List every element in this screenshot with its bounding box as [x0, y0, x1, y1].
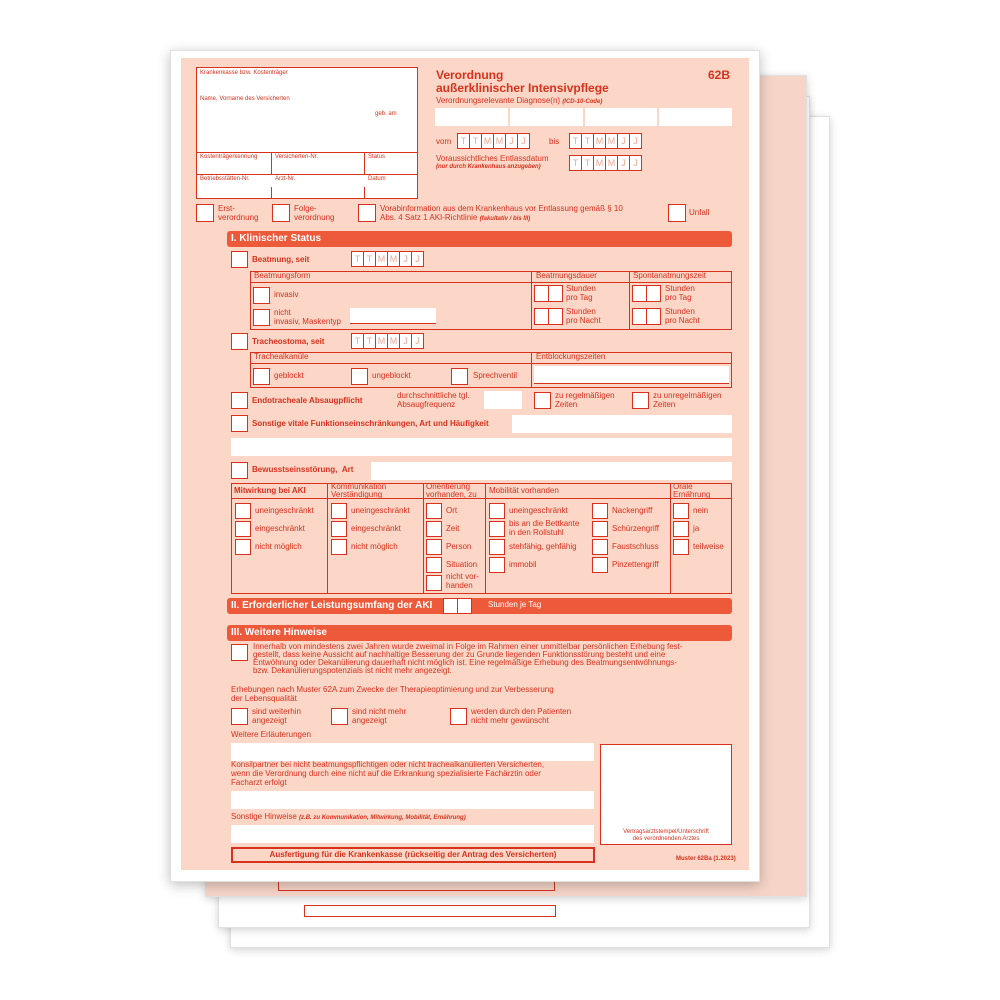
- kommunikation-opt-label: uneingeschränkt: [351, 506, 410, 515]
- spontan-nacht-digit-2[interactable]: [646, 308, 661, 325]
- schuerzengriff-checkbox[interactable]: [592, 521, 608, 537]
- spontan-tag-label: Stunden: [665, 284, 695, 293]
- patient-nicht-gewuenscht-checkbox[interactable]: [450, 708, 467, 725]
- sonstige-vitale-input-2[interactable]: [231, 438, 732, 456]
- vom-label: vom: [436, 137, 452, 146]
- sonstige-vitale-input[interactable]: [512, 415, 732, 433]
- stunden-je-tag-label: Stunden je Tag: [488, 600, 542, 609]
- vorab-label-2: Abs. 4 Satz 1 AKI-Richtlinie (fakultativ / bis III): [380, 213, 531, 222]
- nicht-mehr-label: sind nicht mehr: [352, 707, 407, 716]
- kommunikation-opt-label: nicht möglich: [351, 542, 398, 551]
- geblockt-label: geblockt: [274, 371, 304, 380]
- bewusstsein-checkbox[interactable]: [231, 462, 248, 479]
- beatmung-seit-label: Beatmung, seit: [252, 255, 310, 264]
- orientierung-situation-checkbox[interactable]: [426, 557, 442, 573]
- nicht-invasiv-label-2: invasiv, Maskentyp: [274, 317, 341, 326]
- mitwirkung-uneingeschraenkt-checkbox[interactable]: [235, 503, 251, 519]
- griff-opt-label: Schürzengriff: [612, 524, 659, 533]
- erstverordnung-checkbox[interactable]: [196, 204, 214, 222]
- mobilitaet-opt-label: immobil: [509, 560, 537, 569]
- mobilitaet-opt-label: stehfähig, gehfähig: [509, 542, 577, 551]
- dauerhaft-checkbox[interactable]: [231, 644, 248, 661]
- weitere-erlaeuterungen-label: Weitere Erläuterungen: [231, 730, 311, 739]
- form-title-line2: außerklinischer Intensivpflege: [436, 81, 609, 95]
- orientierung-nicht-vorhanden-checkbox[interactable]: [426, 575, 442, 591]
- ungeblockt-label: ungeblockt: [372, 371, 411, 380]
- spontan-nacht-label: Stunden: [665, 307, 695, 316]
- konsil-label: Konsilpartner bei nicht beatmungspflichtigen oder nicht trachealkanülierten Versicherten,: [231, 760, 545, 769]
- beatmungsform-header: Beatmungsform: [254, 271, 311, 280]
- folge-label-2: verordnung: [294, 213, 335, 222]
- mobilitaet-stehfaehig-checkbox[interactable]: [489, 539, 505, 555]
- vorab-label: Vorabinformation aus dem Krankenhaus vor Entlassung gemäß § 10: [380, 204, 623, 213]
- bis-date-field[interactable]: T T M M J J: [569, 133, 641, 149]
- kostentraeger-label: Kostenträgerkennung: [200, 154, 258, 160]
- orientierung-opt-label: Ort: [446, 506, 458, 515]
- tracheostoma-checkbox[interactable]: [231, 333, 248, 350]
- absaugfrequenz-label-2: Absaugfrequenz: [397, 400, 456, 409]
- ausfertigung-banner: Ausfertigung für die Krankenkasse (rückseitig der Antrag des Versicherten): [231, 847, 595, 863]
- orale-ja-checkbox[interactable]: [673, 521, 689, 537]
- spontan-nacht-label-2: pro Nacht: [665, 316, 700, 325]
- patient-info-box[interactable]: [196, 67, 418, 199]
- vom-date-field[interactable]: T T M M J J: [457, 133, 529, 149]
- tracheostoma-seit-label: Tracheostoma, seit: [252, 337, 325, 346]
- weiterhin-angezeigt-checkbox[interactable]: [231, 708, 248, 725]
- dauer-tag-label: Stunden: [566, 284, 596, 293]
- beatmung-checkbox[interactable]: [231, 251, 248, 268]
- orientierung-zeit-checkbox[interactable]: [426, 521, 442, 537]
- mitwirkung-nicht-moeglich-checkbox[interactable]: [235, 539, 251, 555]
- mitwirkung-opt-label: uneingeschränkt: [255, 506, 314, 515]
- spontanatmungszeit-header: Spontanatmungszeit: [633, 271, 706, 280]
- mobilitaet-opt-label: uneingeschränkt: [509, 506, 568, 515]
- konsilpartner-input[interactable]: [231, 791, 594, 809]
- sprechventil-label: Sprechventil: [473, 371, 518, 380]
- griff-opt-label: Nackengriff: [612, 506, 653, 515]
- dauer-nacht-label-2: pro Nacht: [566, 316, 601, 325]
- konsil-label-2: wenn die Verordnung durch eine nicht auf die Erkrankung spezialisierte Fachärztin oder: [231, 769, 541, 778]
- sonstige-hinweise-input[interactable]: [231, 825, 594, 843]
- orale-nein-checkbox[interactable]: [673, 503, 689, 519]
- orientierung-header: Orientierung: [426, 482, 471, 491]
- unregelmaessig-label-2: Zeiten: [653, 400, 676, 409]
- weitere-erlaeuterungen-input[interactable]: [231, 743, 594, 761]
- hinweis-para-4: bzw. Dekanülierungspotenzials ist nicht mehr angezeigt.: [253, 666, 452, 675]
- bewusstsein-label: Bewusstseinsstörung, Art: [252, 465, 354, 474]
- nackengriff-checkbox[interactable]: [592, 503, 608, 519]
- geblockt-checkbox[interactable]: [253, 368, 270, 385]
- entlass-date-field[interactable]: T T M M J J: [569, 155, 641, 171]
- sprechventil-checkbox[interactable]: [451, 368, 468, 385]
- absaugfrequenz-label: durchschnittliche tgl.: [397, 391, 470, 400]
- nicht-invasiv-label: nicht: [274, 308, 291, 317]
- hinweis-para-3: Entwöhnung oder Dekanülierung dauerhaft nicht möglich ist. Eine regelmäßige Erhebung des Beatmungsentwöhnungs-: [253, 658, 677, 667]
- form-number: 62B: [708, 68, 731, 82]
- entlass-label: Voraussichtliches Entlassdatum: [436, 154, 549, 163]
- mobilitaet-immobil-checkbox[interactable]: [489, 557, 505, 573]
- form-title: Verordnung: [436, 68, 504, 82]
- unregelmaessig-label: zu unregelmäßigen: [653, 391, 722, 400]
- dauer-nacht-label: Stunden: [566, 307, 596, 316]
- regelmaessig-label: zu regelmäßigen: [555, 391, 615, 400]
- entblockungszeiten-header: Entblockungszeiten: [536, 352, 606, 361]
- unregelmaessig-checkbox[interactable]: [632, 392, 649, 409]
- unfall-label: Unfall: [689, 208, 710, 217]
- mobilitaet-bettkante-checkbox[interactable]: [489, 521, 505, 537]
- orientierung-last-label-2: handen: [446, 581, 473, 590]
- krankenkasse-label: Krankenkasse bzw. Kostenträger: [200, 70, 288, 76]
- erst-label: Erst-: [218, 204, 235, 213]
- mobilitaet-bett-label: bis an die Bettkante: [509, 519, 580, 528]
- datum-label: Datum: [368, 176, 386, 182]
- kommunikation-nicht-moeglich-checkbox[interactable]: [331, 539, 347, 555]
- orientierung-opt-label: Zeit: [446, 524, 460, 533]
- folgeverordnung-checkbox[interactable]: [272, 204, 290, 222]
- dauer-tag-digit-2[interactable]: [548, 285, 563, 302]
- arztstempel-field[interactable]: [600, 744, 732, 845]
- stempel-label-2: des verordnenden Arztes: [632, 836, 700, 842]
- pinzettengriff-checkbox[interactable]: [592, 557, 608, 573]
- konsil-label-3: Facharzt erfolgt: [231, 778, 287, 787]
- orale-opt-label: ja: [693, 524, 700, 533]
- spontan-tag-digit-2[interactable]: [646, 285, 661, 302]
- griff-opt-label: Pinzettengriff: [612, 560, 659, 569]
- orientierung-person-checkbox[interactable]: [426, 539, 442, 555]
- orale-header: Orale: [673, 482, 693, 491]
- orientierung-last-label: nicht vor-: [446, 572, 479, 581]
- kommunikation-header-2: Verständigung: [331, 490, 383, 499]
- diagnose-label: Verordnungsrelevante Diagnose(n) (ICD-10-Code): [436, 96, 603, 105]
- status-label: Status: [368, 154, 386, 160]
- maskentyp-input[interactable]: [350, 308, 436, 324]
- dauer-tag-label-2: pro Tag: [566, 293, 593, 302]
- spontan-nacht-digit-1[interactable]: [632, 308, 647, 325]
- sonstige-vitale-label: Sonstige vitale Funktionseinschränkungen, Art und Häufigkeit: [252, 419, 489, 428]
- erhebungen-label-2: der Lebensqualität: [231, 694, 297, 703]
- hinweis-para-2: gestellt, dass keine Aussicht auf nachhaltige Besserung der zu Grunde liegenden Funktionsstörung besteht und eine: [253, 650, 666, 659]
- stempel-label: Vertragsarztstempel/Unterschrift: [623, 829, 709, 835]
- orale-opt-label: nein: [693, 506, 709, 515]
- section-3-header: III. Weitere Hinweise: [227, 625, 732, 641]
- patient-label-2: nicht mehr gewünscht: [471, 716, 549, 725]
- mobilitaet-header: Mobilität vorhanden: [489, 486, 559, 495]
- mitwirkung-header: Mitwirkung bei AKI: [234, 486, 306, 495]
- patient-label: werden durch den Patienten: [471, 707, 572, 716]
- section-2-header: II. Erforderlicher Leistungsumfang der AKI: [227, 598, 732, 614]
- kommunikation-header: Kommunikation: [331, 482, 387, 491]
- endotracheale-label: Endotracheale Absaugpflicht: [252, 396, 363, 405]
- betriebsstaetten-label: Betriebsstätten-Nr.: [200, 176, 250, 182]
- faustschluss-checkbox[interactable]: [592, 539, 608, 555]
- trachealkanuele-header: Trachealkanüle: [254, 352, 309, 361]
- spontan-tag-label-2: pro Tag: [665, 293, 692, 302]
- entblockungszeiten-input[interactable]: [534, 366, 729, 384]
- kommunikation-uneingeschraenkt-checkbox[interactable]: [331, 503, 347, 519]
- mitwirkung-opt-label: nicht möglich: [255, 542, 302, 551]
- mobilitaet-bett-label-2: in den Rollstuhl: [509, 528, 564, 537]
- kommunikation-opt-label: eingeschränkt: [351, 524, 401, 533]
- orale-opt-label: teilweise: [693, 542, 724, 551]
- spontan-tag-digit-1[interactable]: [632, 285, 647, 302]
- orientierung-opt-label: Person: [446, 542, 472, 551]
- sonstige-hinweise-label: Sonstige Hinweise (z.B. zu Kommunikation, Mitwirkung, Mobilität, Ernährung): [231, 812, 466, 821]
- orale-teilweise-checkbox[interactable]: [673, 539, 689, 555]
- back-sheet-footer-bar: [304, 905, 556, 917]
- beatmungsdauer-header: Beatmungsdauer: [536, 271, 597, 280]
- absaugfrequenz-input[interactable]: [484, 391, 522, 409]
- bewusstsein-art-input[interactable]: [371, 462, 732, 480]
- orientierung-header-2: vorhanden, zu: [426, 490, 477, 499]
- regelmaessig-label-2: Zeiten: [555, 400, 578, 409]
- tracheostoma-date-field[interactable]: T T M M J J: [351, 333, 423, 349]
- invasiv-checkbox[interactable]: [253, 287, 270, 304]
- geb-label: geb. am: [375, 111, 397, 117]
- nicht-invasiv-checkbox[interactable]: [253, 309, 270, 326]
- dauer-nacht-digit-2[interactable]: [548, 308, 563, 325]
- mitwirkung-eingeschraenkt-checkbox[interactable]: [235, 521, 251, 537]
- muster-label: Muster 62Ba (1.2023): [676, 856, 736, 862]
- regelmaessig-checkbox[interactable]: [534, 392, 551, 409]
- mobilitaet-uneingeschraenkt-checkbox[interactable]: [489, 503, 505, 519]
- unfall-checkbox[interactable]: [668, 204, 686, 222]
- weiterhin-label-2: angezeigt: [252, 716, 287, 725]
- dauer-nacht-digit-1[interactable]: [534, 308, 549, 325]
- nicht-mehr-angezeigt-checkbox[interactable]: [331, 708, 348, 725]
- vorabinformation-checkbox[interactable]: [358, 204, 376, 222]
- name-label: Name, Vorname des Versicherten: [200, 96, 290, 102]
- invasiv-label: invasiv: [274, 290, 299, 299]
- hinweis-para: Innerhalb von mindestens zwei Jahren wurde zweimal in Folge im Rahmen einer unmittelbar persönlichen Erhebung fest-: [253, 642, 683, 651]
- orientierung-ort-checkbox[interactable]: [426, 503, 442, 519]
- weiterhin-label: sind weiterhin: [252, 707, 301, 716]
- orientierung-opt-label: Situation: [446, 560, 478, 569]
- diagnose-input[interactable]: [435, 108, 732, 126]
- nicht-mehr-label-2: angezeigt: [352, 716, 387, 725]
- griff-opt-label: Faustschluss: [612, 542, 659, 551]
- kommunikation-eingeschraenkt-checkbox[interactable]: [331, 521, 347, 537]
- stunden-digit-1[interactable]: [443, 598, 458, 614]
- orale-header-2: Ernährung: [673, 490, 711, 499]
- erhebungen-label: Erhebungen nach Muster 62A zum Zwecke der Therapieoptimierung und zur Verbesserung: [231, 685, 554, 694]
- beatmung-date-field[interactable]: T T M M J J: [351, 251, 423, 267]
- status-table: [231, 483, 732, 594]
- ungeblockt-checkbox[interactable]: [351, 368, 368, 385]
- stunden-digit-2[interactable]: [457, 598, 472, 614]
- entlass-hint: (nur durch Krankenhaus anzugeben): [436, 164, 541, 170]
- mitwirkung-opt-label: eingeschränkt: [255, 524, 305, 533]
- form-page: [181, 58, 749, 870]
- dauer-tag-digit-1[interactable]: [534, 285, 549, 302]
- erst-label-2: verordnung: [218, 213, 259, 222]
- endotracheale-checkbox[interactable]: [231, 392, 248, 409]
- arzt-nr-label: Arzt-Nr.: [275, 176, 296, 182]
- bis-label: bis: [549, 137, 560, 146]
- sonstige-vitale-checkbox[interactable]: [231, 415, 248, 432]
- section-1-header: I. Klinischer Status: [227, 231, 732, 247]
- versicherten-nr-label: Versicherten-Nr.: [275, 154, 319, 160]
- folge-label: Folge-: [294, 204, 317, 213]
